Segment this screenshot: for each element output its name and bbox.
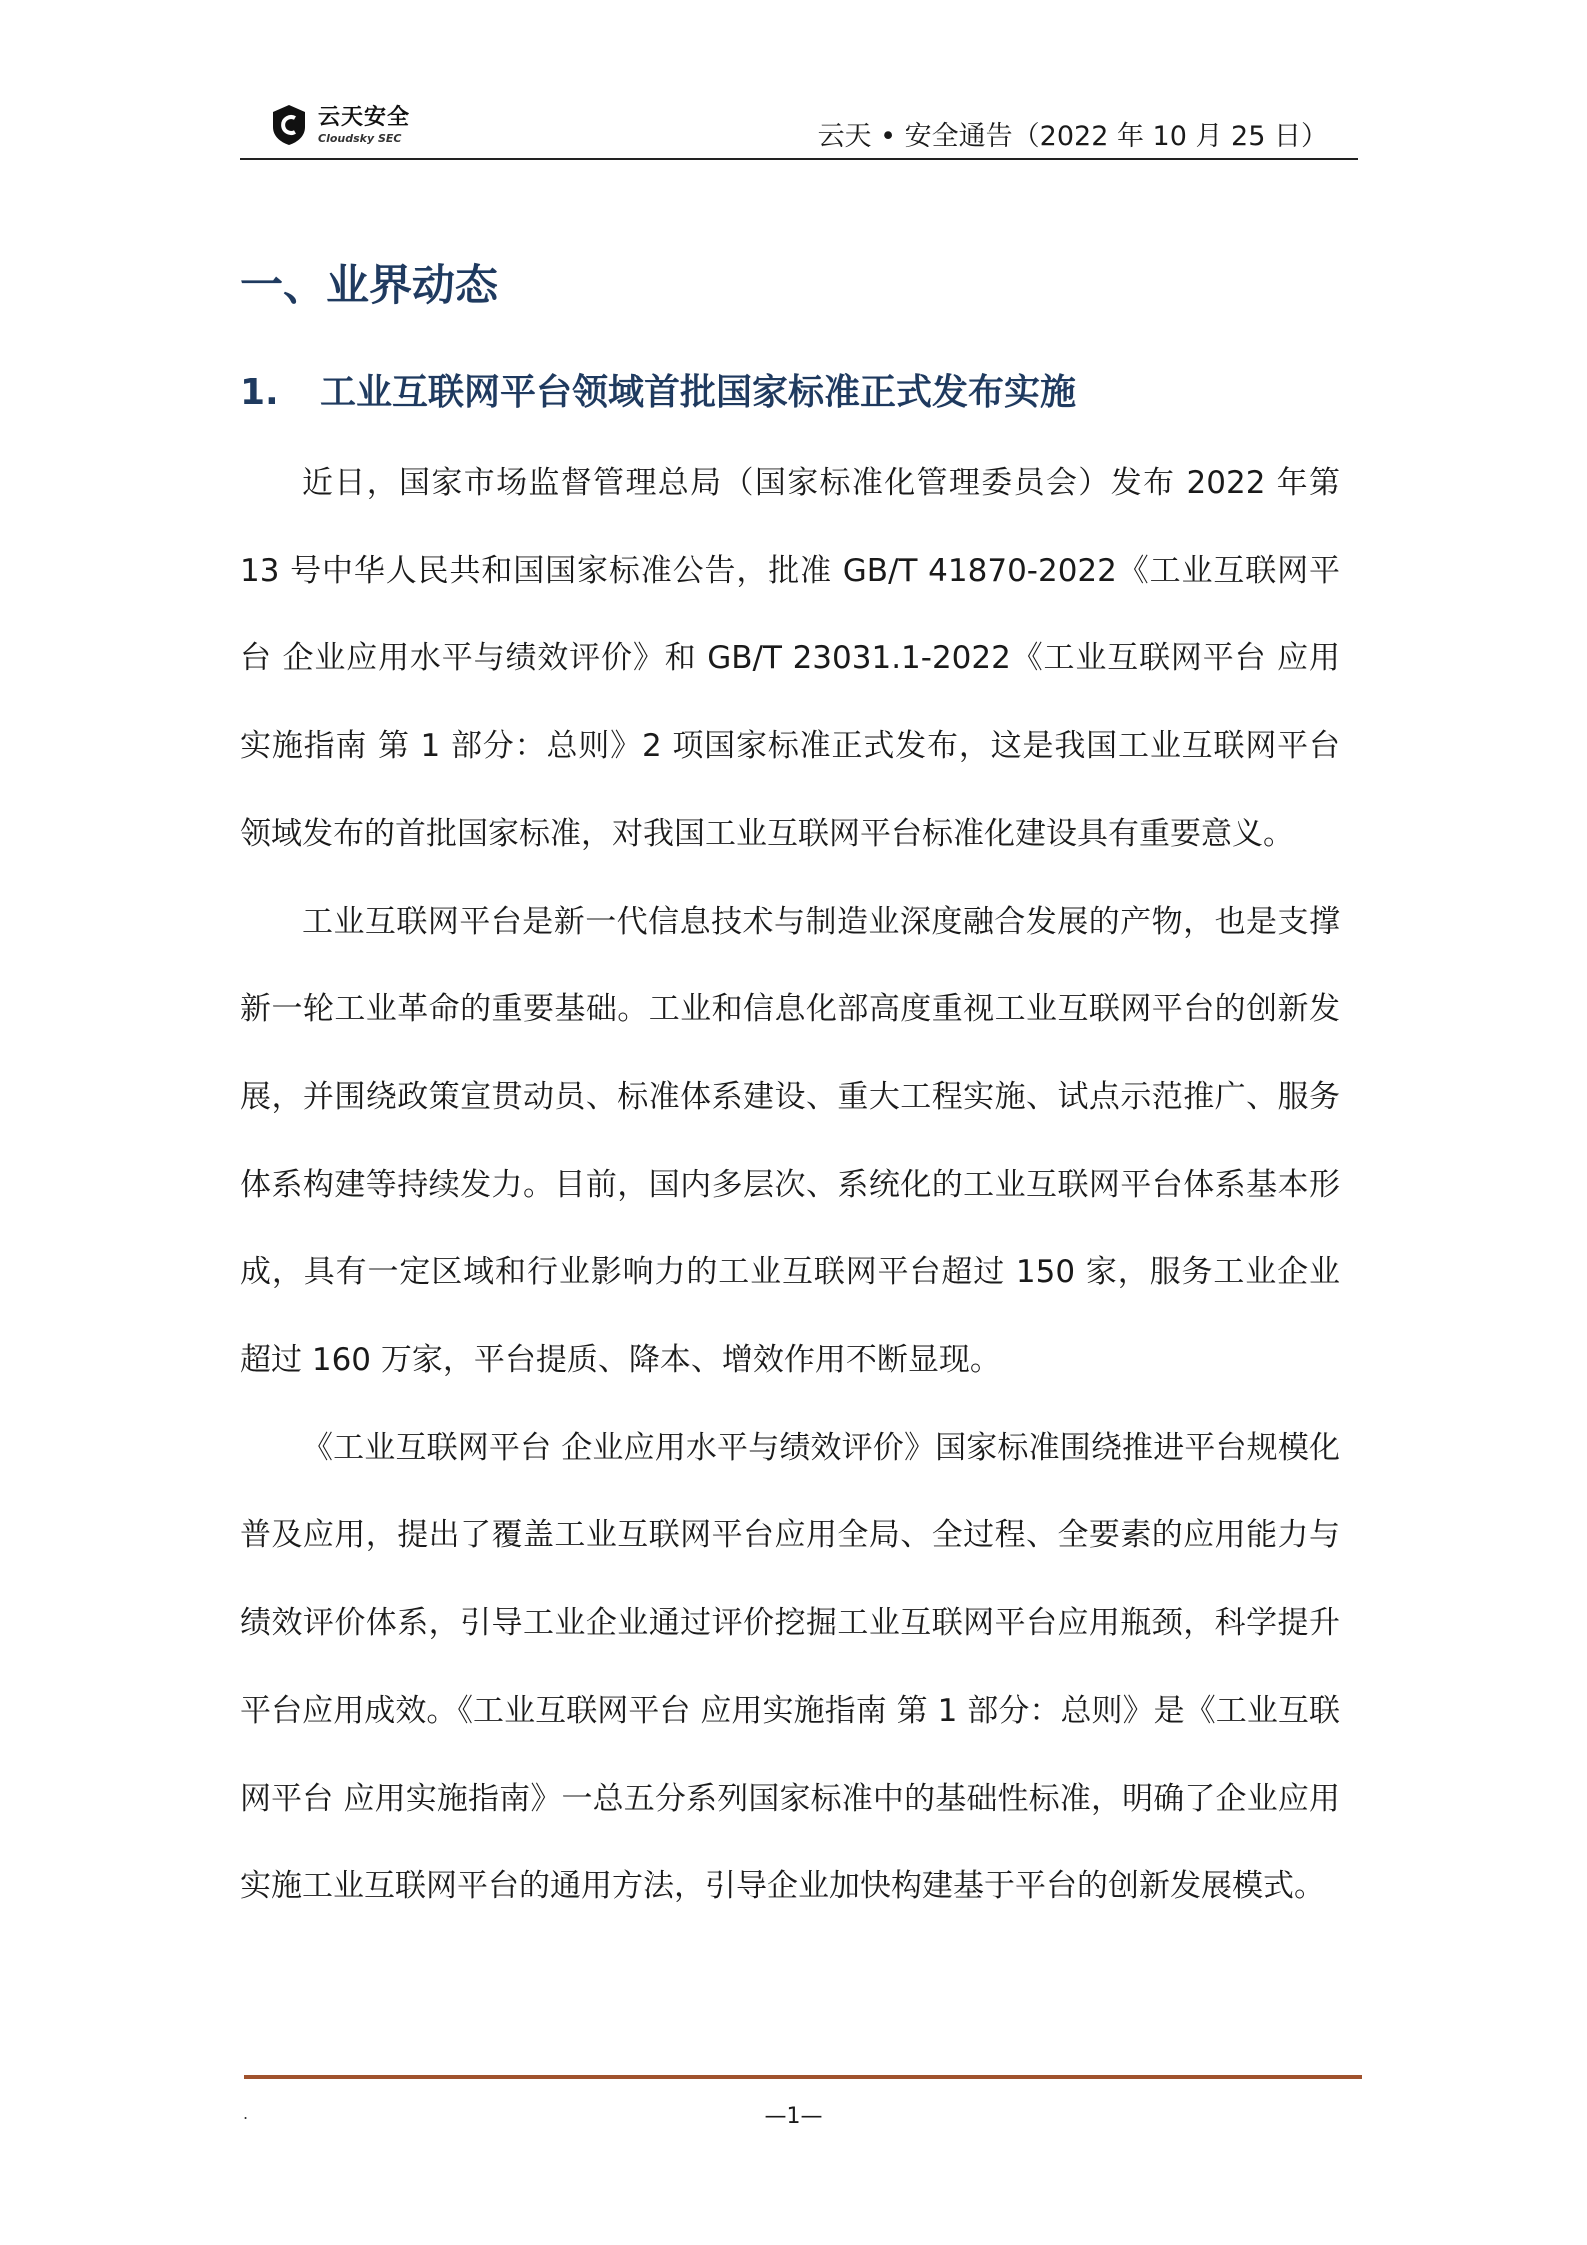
bulletin-title: 云天 • 安全通告（2022 年 10 月 25 日） bbox=[817, 121, 1328, 152]
article-title: 工业互联网平台领域首批国家标准正式发布实施 bbox=[320, 372, 1077, 413]
paragraph: 工业互联网平台是新一代信息技术与制造业深度融合发展的产物，也是支撑新一轮工业革命的重要基础。工业和信息化部高度重视工业互联网平台的创新发展，并围绕政策宣贯动员、标准体系建设、重大工程实施、试点示范推广、服务体系构建等持续发力。目前，国内多层次、系统化的工业互联网平台体系基本形成，具有一定区域和行业影响力的工业互联网平台超过 150 家，服务工业企业超过 160 万家，平台提质、降本、增效作用不断显现。 bbox=[240, 903, 1340, 1379]
article-number: 1. bbox=[240, 372, 279, 413]
page-header bbox=[240, 92, 1358, 160]
cloudsky-logo-icon bbox=[270, 103, 308, 147]
logo-name-cn: 云天安全 bbox=[318, 104, 411, 130]
article-heading bbox=[240, 364, 1076, 415]
page-number: —1— bbox=[764, 2104, 823, 2129]
logo-name-en: Cloudsky SEC bbox=[318, 131, 402, 145]
header-divider bbox=[240, 158, 1358, 160]
footer-divider bbox=[244, 2075, 1362, 2079]
section-title: 一、业界动态 bbox=[240, 261, 498, 311]
paragraph: 《工业互联网平台 企业应用水平与绩效评价》国家标准围绕推进平台规模化普及应用，提出了覆盖工业互联网平台应用全局、全过程、全要素的应用能力与绩效评价体系，引导工业企业通过评价挖掘工业互联网平台应用瓶颈，科学提升平台应用成效。《工业互联网平台 应用实施指南 第 1 部分：总则》是《工业互联网平台 应用实施指南》一总五分系列国家标准中的基础性标准，明确了企业应用实施工业互联网平台的通用方法，引导企业加快构建基于平台的创新发展模式。 bbox=[240, 1429, 1340, 1905]
article-body bbox=[240, 440, 1340, 1931]
company-logo bbox=[270, 98, 410, 152]
footer-dot: . bbox=[243, 2104, 249, 2123]
paragraph: 近日，国家市场监督管理总局（国家标准化管理委员会）发布 2022 年第 13 号中华人民共和国国家标准公告，批准 GB/T 41870-2022《工业互联网平台 企业应用水平与绩效评价》和 GB/T 23031.1-2022《工业互联网平台 应用实施指南 第 1 部分：总则》2 项国家标准正式发布，这是我国工业互联网平台领域发布的首批国家标准，对我国工业互联网平台标准化建设具有重要意义。 bbox=[240, 465, 1340, 852]
